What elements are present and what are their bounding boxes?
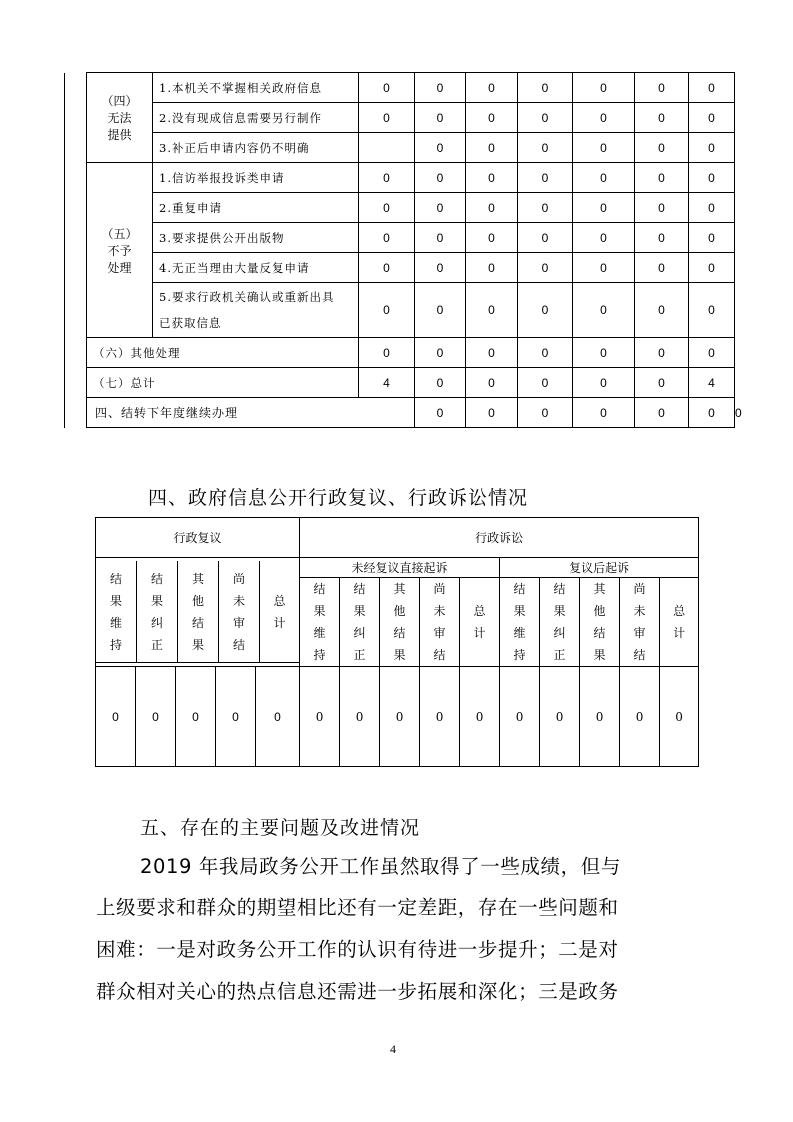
header-row [96,558,699,578]
row-label: 3.补正后申请内容仍不明确 [153,133,359,163]
paragraph-line: 群众相对关心的热点信息还需进一步拓展和深化；三是政务 [96,980,619,1003]
statistics-table-continued [64,72,742,428]
table-row: 3.要求提供公开出版物 0 0 0 0 0 0 0 [65,223,735,253]
header-row [96,518,699,558]
review-subheader-cols: 结 果 维 持 结 果 纠 正 其 他 结 果 尚 未 审 结 总 计 [96,558,300,667]
group-label-5: （五） 不予 处理 [87,163,153,338]
row-label: 4.无正当理由大量反复申请 [153,253,359,283]
row-label: （六）其他处理 [87,338,359,368]
row-label: 1.本机关不掌握相关政府信息 [153,73,359,103]
page-number: 4 [390,1042,396,1056]
review-litigation-table [95,517,699,767]
table-row: 4.无正当理由大量反复申请 0 0 0 0 0 0 0 [65,253,735,283]
table-row: （六）其他处理 0 0 0 0 0 0 0 [65,338,735,368]
table-row: 3.补正后申请内容仍不明确 0 0 0 0 0 0 [65,133,735,163]
row-label: 2.没有现成信息需要另行制作 [153,103,359,133]
header-row: 结 果 维 持 结 果 纠 正 其 他 结 果 尚 未 审 结 总 计 结 果 维 持 结 果 纠 正 其 他 结 果 尚 未 审 结 总 计 [96,578,699,667]
section-5-title: 五、存在的主要问题及改进情况 [140,817,421,839]
direct-header: 未经复议直接起诉 [300,558,500,578]
litigation-header: 行政诉讼 [300,518,699,558]
paragraph-line: 上级要求和群众的期望相比还有一定差距，存在一些问题和 [96,896,619,919]
table-row: 四、结转下年度继续办理 0 0 0 0 0 0 0 [65,398,735,428]
row-label: 四、结转下年度继续办理 [87,398,415,428]
table-row: 0 0 0 0 0 0 0 0 0 0 0 0 0 0 0 [96,667,699,767]
row-label: 3.要求提供公开出版物 [153,223,359,253]
table-row: 2.没有现成信息需要另行制作 0 0 0 0 0 0 0 [65,103,735,133]
row-label: 1.信访举报投诉类申请 [153,163,359,193]
row-label: 2.重复申请 [153,193,359,223]
section-4-title: 四、政府信息公开行政复议、行政诉讼情况 [148,487,529,509]
indent-cell [65,73,87,428]
paragraph-line: 困难：一是对政务公开工作的认识有待进一步提升；二是对 [96,938,619,961]
paragraph-line: 2019 年我局政务公开工作虽然取得了一些成绩，但与 [140,855,621,878]
review-header: 行政复议 [96,518,300,558]
after-header: 复议后起诉 [500,558,699,578]
table-row: 2.重复申请 0 0 0 0 0 0 0 [65,193,735,223]
table-row: 5.要求行政机关确认或重新出具 已获取信息 0 0 0 0 0 0 0 [65,283,735,338]
group-label-4: （四） 无法 提供 [87,73,153,163]
table-row: （七）总计 4 0 0 0 0 0 4 [65,368,735,398]
row-label: 5.要求行政机关确认或重新出具 已获取信息 [153,283,359,338]
table-row: （四） 无法 提供 1.本机关不掌握相关政府信息 0 0 0 0 0 0 0 [65,73,735,103]
table-row: （五） 不予 处理 1.信访举报投诉类申请 0 0 0 0 0 0 0 [65,163,735,193]
row-label: （七）总计 [87,368,359,398]
